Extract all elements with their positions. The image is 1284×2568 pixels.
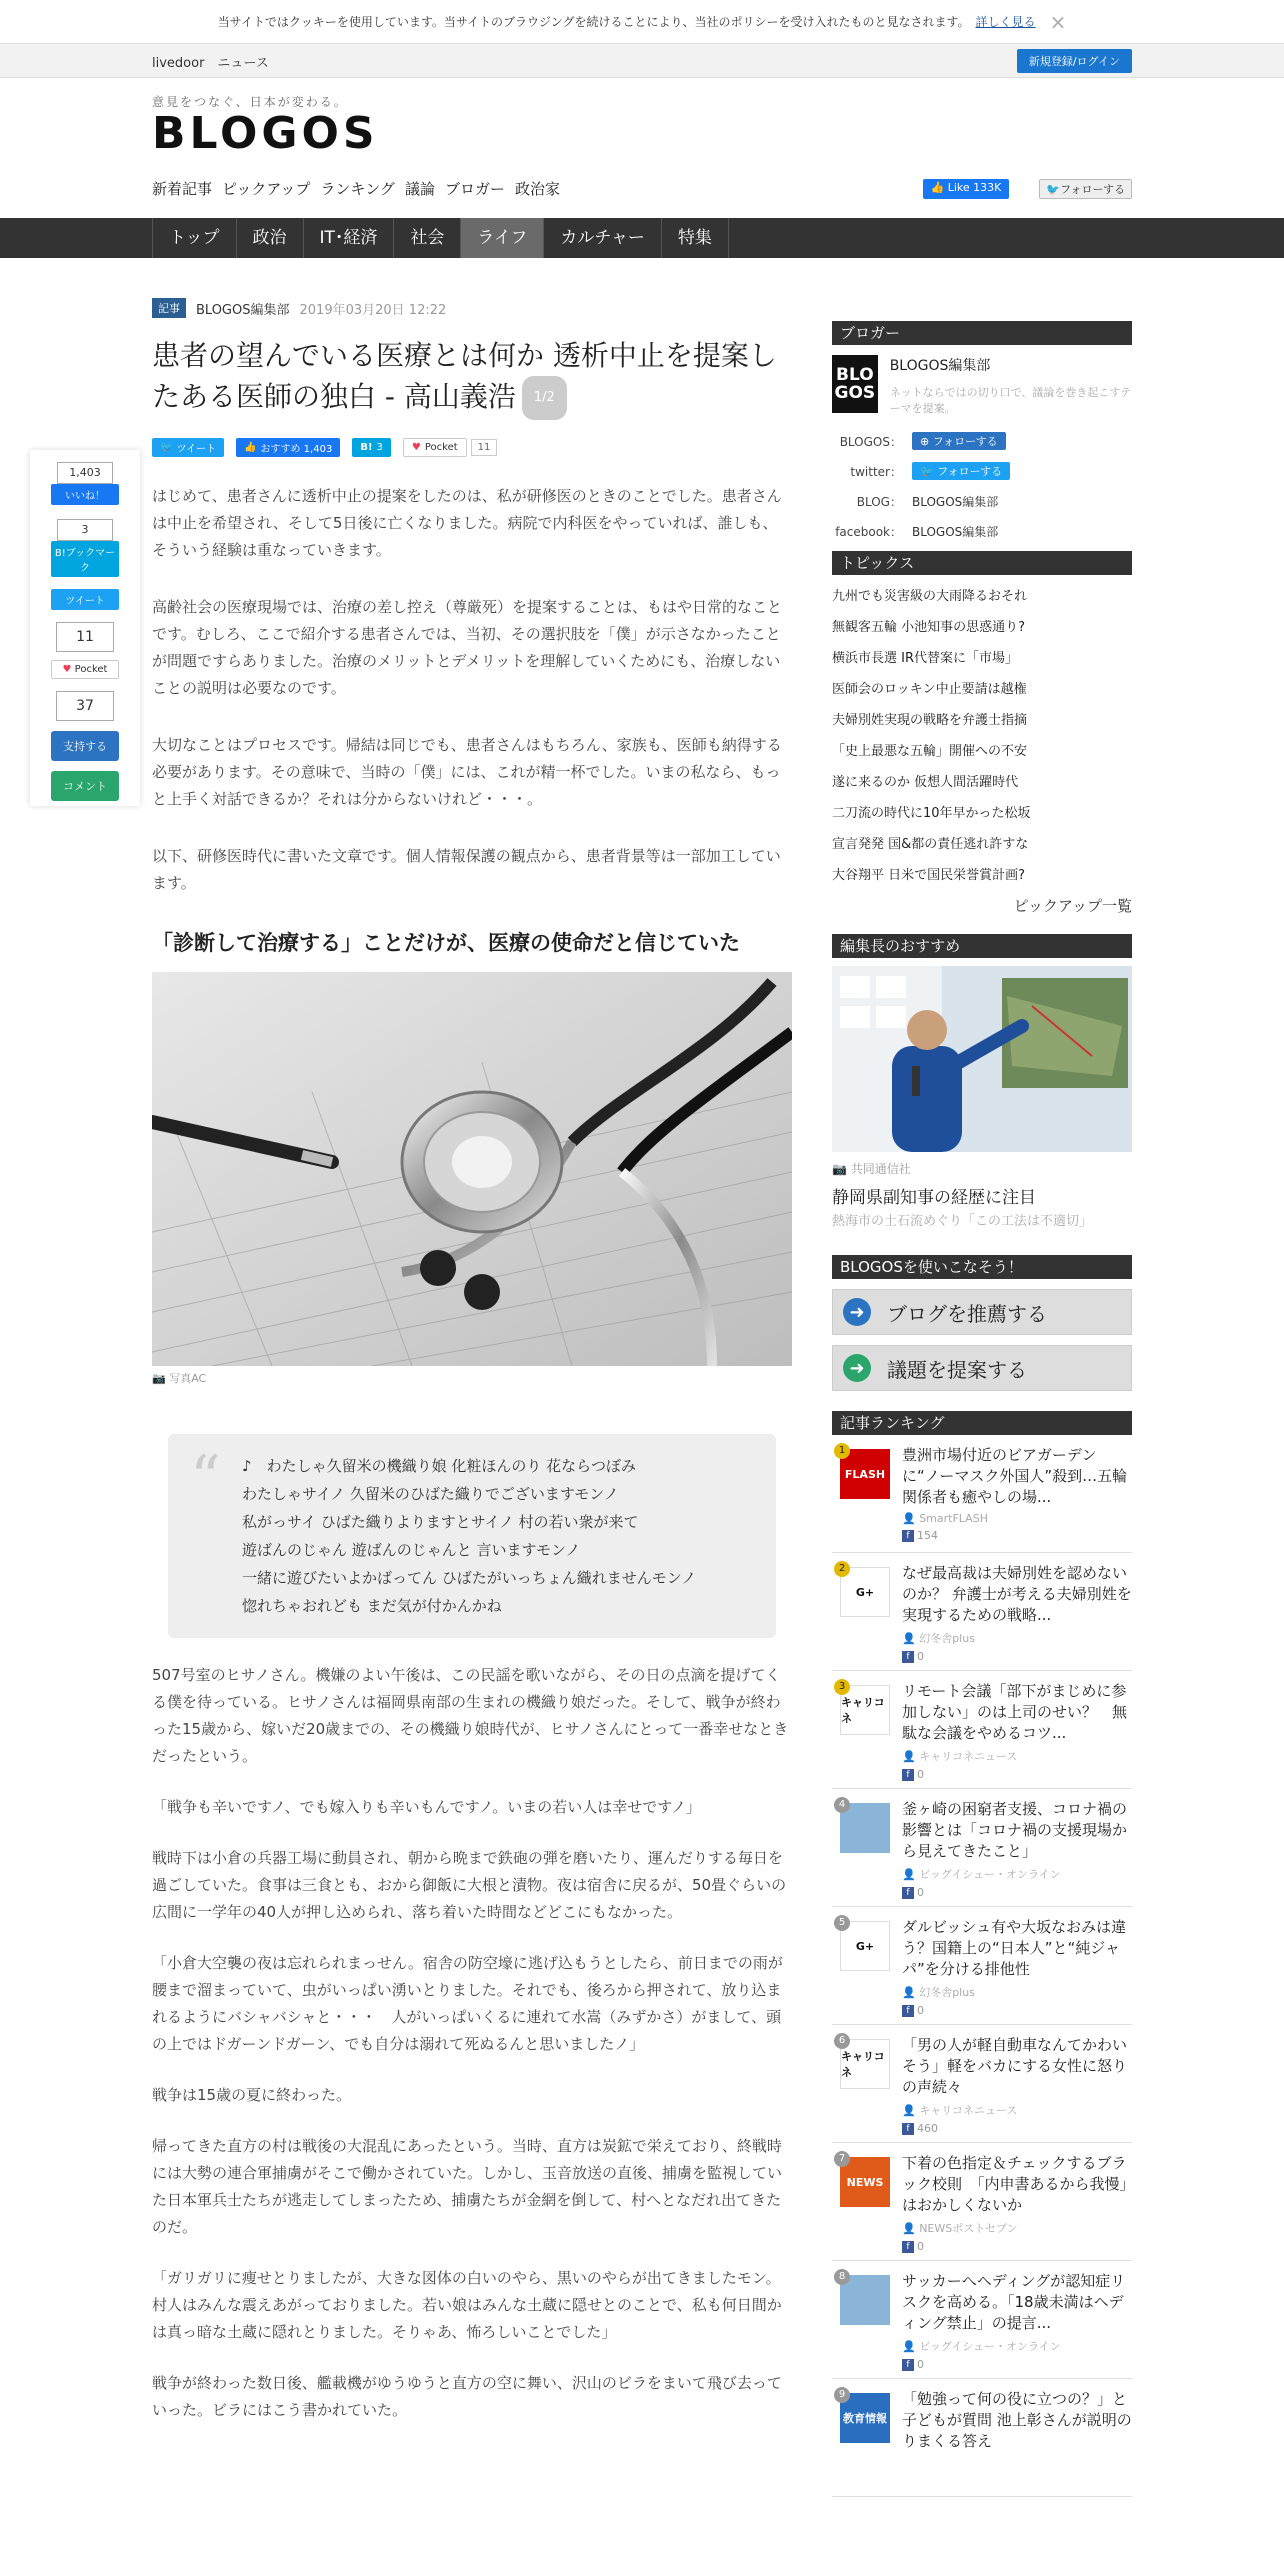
editor-pick-title[interactable]: 静岡県副知事の経歴に注目 [832,1188,1036,1208]
user-icon: 👤 [902,1512,916,1525]
nav-culture[interactable]: カルチャー [543,218,661,258]
row-key: twitter： [850,464,902,479]
blogger-name[interactable]: BLOGOS編集部 [889,358,991,374]
quote-line: 惚れちゃおれども まだ気が付かんかね [242,1597,502,1615]
cookie-notice [0,0,1284,44]
arrow-right-icon: ➜ [843,1354,871,1382]
ranking-source [902,2220,1132,2236]
comment-button[interactable]: コメント [51,771,119,801]
blogger-row-blogos [832,431,1132,451]
ranking-item[interactable] [832,1789,1132,1907]
user-icon: 👤 [902,1868,916,1881]
close-icon[interactable]: × [1049,9,1067,34]
section-heading: 「診断して治療する」ことだけが、医療の使命だと信じていた [152,931,740,955]
topics-heading: トピックス [832,551,1132,575]
share-bar [152,438,792,457]
ranking-count [902,1886,1132,1899]
ranking-source-text: ビッグイシュー・オンライン [919,2340,1061,2353]
pocket-count: 11 [56,622,114,652]
pocket-button[interactable]: ♥ Pocket [403,438,467,457]
ranking-source-text: NEWSポストセブン [919,2222,1018,2235]
ranking-item[interactable] [832,1671,1132,1789]
quote-line: ♪ わたしゃ久留米の機織り娘 化粧ほんのり 花ならつぼみ [242,1457,636,1475]
ranking-source-text: キャリコネニュース [919,2104,1018,2117]
quote-line: わたしゃサイノ 久留米のひばた織りでございますモンノ [242,1485,619,1503]
ranking-title[interactable]: 釜ヶ崎の困窮者支援、コロナ禍の影響とは「コロナ禍の支援現場から見えてきたこと」 [902,1800,1128,1860]
ranking-thumbnail: キャリコネ [840,1685,890,1735]
ranking-count-text: 0 [917,1768,924,1781]
ranking-count [902,1768,1132,1781]
livedoor-news-link[interactable]: livedoor ニュース [152,55,269,71]
row-key: BLOG： [856,494,902,509]
ranking-title[interactable]: 下着の色指定＆チェックするブラック校則 「内申書あるから我慢」はおかしくないか [902,2154,1128,2214]
ranking-count-text: 154 [917,1529,938,1542]
propose-topic-button[interactable] [832,1345,1132,1391]
editor-pick-heading: 編集長のおすすめ [832,934,1132,958]
tw-follow-label: フォローする [1060,183,1125,196]
recommend-blog-button[interactable] [832,1289,1132,1335]
quote-line: 遊ばんのじゃん 遊ばんのじゃんと 言いますモンノ [242,1541,581,1559]
nav-politics[interactable]: 政治 [236,218,303,258]
nav-life[interactable]: ライフ [460,218,543,258]
quote-icon: “ [190,1443,221,1513]
facebook-icon: f [902,2123,914,2135]
fb-count: 1,403 [57,462,113,484]
paragraph: 507号室のヒサノさん。機嫌のよい午後は、この民謡を歌いながら、その日の点滴を提げてくる僕を待っている。ヒサノさんは福岡県南部の生まれの機織り娘だった。そして、戦争が終わった15歳から、嫁いだ20歳までの、その機織り娘時代が、ヒサノさんにとって一番幸せなときだったという。 [152,1666,789,1765]
ranking-count [902,2122,1132,2135]
subnav-politician[interactable]: 政治家 [514,180,560,198]
ranking-item[interactable] [832,2143,1132,2261]
paragraph: 帰ってきた直方の村は戦後の大混乱にあったという。当時、直方は炭鉱で栄えており、終戦時には大勢の連合軍捕虜がそこで働かされていた。しかし、玉音放送の直後、捕虜を監視していた日本軍兵士たちが逃走してしまったため、捕虜たちが金網を倒して、村へとなだれ出てきたのだ。 [152,2137,783,2236]
photo-credit [152,1370,792,1386]
nav-top[interactable]: トップ [152,218,236,258]
pocket-label: Pocket [424,442,458,453]
blogger-heading: ブロガー [832,321,1132,345]
ranking-list [832,1435,1132,2497]
sub-nav [152,178,560,199]
ranking-item[interactable] [832,2261,1132,2379]
rank-number: 7 [834,2151,850,2167]
cookie-text: 当サイトではクッキーを使用しています。当サイトのブラウジングを続けることにより、当社のポリシーを受け入れたものと見なされます。 [217,15,970,29]
article-title [152,336,792,420]
facebook-icon: f [902,1769,914,1781]
paragraph: 「ガリガリに痩せとりましたが、大きな図体の白いのやら、黒いのやらが出てきましたモン。村人はみんな震えあがっておりました。若い娘はみんな土蔵に隠せとのことで、私も何日間かは真っ暗な土蔵に隠れとりました。そりゃあ、怖ろしいことでした」 [152,2269,782,2341]
article-meta [152,298,792,318]
ranking-count [902,1650,1132,1663]
user-icon: 👤 [902,1750,916,1763]
ranking-source [902,1512,1132,1525]
facebook-icon: f [902,1651,914,1663]
subnav-blogger[interactable]: ブロガー [444,180,505,198]
subnav-ranking[interactable]: ランキング [320,180,395,198]
rank-number: 4 [834,1797,850,1813]
ranking-thumbnail: 教育情報 [840,2393,890,2443]
paragraph: はじめて、患者さんに透析中止の提案をしたのは、私が研修医のときのことでした。患者さんは中止を希望され、そして5日後に亡くなりました。病院で内科医をやっていれば、誰しも、そういう経験は重なっていきます。 [152,487,782,559]
paragraph: 戦時下は小倉の兵器工場に動員され、朝から晩まで鉄砲の弾を磨いたり、運んだりする毎日を過ごしていた。食事は三食とも、おから御飯に大根と漬物。夜は宿舎に戻るが、50畳ぐらいの広間に一学年の40人が押し込められ、落ち着いた時間などどこにもなかった。 [152,1849,787,1921]
ranking-item[interactable] [832,1907,1132,2025]
ranking-thumbnail: キャリコネ [840,2039,890,2089]
paragraph: 「小倉大空襲の夜は忘れられまっせん。宿舎の防空壕に逃げ込もうとしたら、前日までの雨が腰まで溜まっていて、虫がいっぱい湧いとりました。それでも、後ろから押されて、放り込まれるようにバシャバシャと・・・ 人がいっぱいくるに連れて水嵩（みずかさ）がまして、頭の上ではドガーンドガーン、でも自分は溺れて死ぬるんと思いましたノ」 [152,1954,783,2053]
topic-item[interactable]: 九州でも災害級の大雨降るおそれ [832,589,1028,604]
topic-item[interactable]: 「史上最悪な五輪」開催への不安 [832,744,1028,759]
camera-icon: 📷 [152,1372,166,1385]
pocket-count: 11 [471,439,498,456]
facebook-link[interactable]: BLOGOS編集部 [912,524,999,539]
support-count: 37 [56,691,114,721]
editor-pick-image[interactable] [832,966,1132,1152]
article-badge: 記事 [152,298,186,318]
facebook-like-button[interactable]: 👍 Like 133K [923,179,1010,199]
rank-number: 1 [834,1443,850,1459]
fb-recommend-button[interactable]: 👍 おすすめ 1,403 [236,438,340,457]
floating-share-bar [30,450,140,806]
ranking-item[interactable] [832,2025,1132,2143]
fb-recommend-label: おすすめ 1,403 [260,444,333,455]
row-key: BLOGOS： [839,434,902,449]
paragraph: 高齢社会の医療現場では、治療の差し控え（尊厳死）を提案することは、もはや日常的なことです。むしろ、ここで紹介する患者さんでは、当初、その選択肢を「僕」が示さなかったことが問題ですらありました。治療のメリットとデメリットを理解していくためにも、治療しないことの説明は必要なのです。 [152,598,783,697]
rank-number: 5 [834,1915,850,1931]
facebook-icon: f [902,2359,914,2371]
stethoscope-image [152,972,792,1366]
article-date: 2019年03月20日 12:22 [299,302,447,318]
ranking-source-text: SmartFLASH [919,1512,988,1525]
row-key: facebook： [835,524,902,539]
pocket-button[interactable]: ♥ Pocket [51,660,119,679]
ranking-count-text: 0 [917,1886,924,1899]
ranking-title[interactable]: 豊洲市場付近のビアガーデンに“ノーマスク外国人”殺到…五輪関係者も癒やしの場... [902,1446,1128,1506]
arrow-right-icon: ➜ [843,1298,871,1326]
social-top [923,179,1132,199]
ranking-item[interactable] [832,1553,1132,1671]
ranking-item[interactable] [832,1435,1132,1553]
topic-item[interactable]: 医師会のロッキン中止要請は越権 [832,682,1027,697]
cta-label: 議題を提案する [887,1357,1027,1382]
ranking-count [902,2004,1132,2017]
paragraph: 戦争は15歳の夏に終わった。 [152,2086,351,2104]
paragraph: 大切なことはプロセスです。帰結は同じでも、患者さんはもちろん、家族も、医師も納得する必要があります。その意味で、当時の「僕」には、これが精一杯でした。いまの私なら、もっと上手く対話できるか？それは分からないけれど・・・。 [152,736,782,808]
main-nav [0,218,1284,258]
tweet-button[interactable]: ツイート [51,589,119,610]
topic-item[interactable]: 横浜市長選 IR代替案に「市場」 [832,651,1018,666]
register-login-button[interactable]: 新規登録/ログイン [1017,49,1132,73]
rank-number: 6 [834,2033,850,2049]
facebook-icon: f [902,2241,914,2253]
facebook-icon: f [902,2005,914,2017]
tweet-button[interactable]: 🐦 ツイート [152,438,224,457]
ranking-source [902,1984,1132,2000]
rank-number: 3 [834,1679,850,1695]
subnav-pickup[interactable]: ピックアップ [222,180,311,198]
topic-item[interactable]: 夫婦別姓実現の戦略を弁護士指摘 [832,713,1028,728]
ranking-count [902,2240,1132,2253]
avatar-text: BLOGOS [834,365,876,403]
rank-number: 8 [834,2269,850,2285]
subnav-debate[interactable]: 議論 [404,180,435,198]
twitter-follow-button[interactable]: 🐦フォローする [1039,179,1132,199]
user-icon: 👤 [902,1632,916,1645]
hatena-count: 3 [57,519,113,541]
ranking-count-text: 0 [917,2358,924,2371]
editor-pick-source [832,1160,1132,1177]
ranking-thumbnail: G+ [840,1921,890,1971]
topic-item[interactable]: 大谷翔平 日米で国民栄誉賞計画? [832,868,1026,883]
ranking-count-text: 0 [917,2004,924,2017]
ranking-source-text: ビッグイシュー・オンライン [919,1868,1061,1881]
cookie-more-link[interactable]: 詳しく見る [975,15,1036,29]
ranking-thumbnail: FLASH [840,1449,890,1499]
subnav-new[interactable]: 新着記事 [152,180,213,198]
cta-heading: BLOGOSを使いこなそう！ [832,1255,1132,1279]
editor-pick-subtitle: 熱海市の土石流めぐり「この工法は不適切」 [832,1214,1093,1229]
article-author[interactable]: BLOGOS編集部 [196,302,290,318]
blogger-row-blog [832,491,1132,511]
ranking-heading: 記事ランキング [832,1411,1132,1435]
ranking-count-text: 0 [917,1650,924,1663]
ranking-thumbnail: G+ [840,1567,890,1617]
ranking-title[interactable]: 「男の人が軽自動車なんてかわいそう」軽をバカにする女性に怒りの声続々 [902,2036,1128,2096]
blogger-row-twitter [832,461,1132,481]
quote-line: 私がっサイ ひばた織りよりますとサイノ 村の若い衆が来て [242,1513,639,1531]
ranking-count-text: 0 [917,2240,924,2253]
ranking-title[interactable]: リモート会議「部下がまじめに参加しない」のは上司のせい？ 無駄な会議をやめるコツ... [902,1682,1128,1742]
blogger-avatar[interactable] [832,355,878,413]
blogger-card [832,355,1132,417]
hatena-count-label: 3 [376,442,383,453]
camera-icon: 📷 [832,1162,847,1176]
ranking-title[interactable]: 「勉強って何の役に立つの？」と子どもが質問 池上彰さんが説明のりまくる答え [902,2390,1132,2450]
topics-list [832,581,1132,891]
press-conference-photo [832,966,1132,1152]
ranking-title[interactable]: ダルビッシュ有や大坂なおみは違う？国籍上の“日本人”と“純ジャパ”を分ける排他性 [902,1918,1127,1978]
paragraph: 「戦争も辛いですノ、でも嫁入りも辛いもんですノ。いまの若い人は幸せですノ」 [152,1798,702,1816]
blockquote [168,1434,776,1638]
user-icon: 👤 [902,1986,916,1999]
ranking-item[interactable] [832,2379,1132,2497]
hatena-button[interactable]: B! 3 [352,438,391,457]
ranking-source [902,1866,1132,1882]
sidebar [832,321,1132,2497]
nav-it-economy[interactable]: IT･経済 [303,218,394,258]
cta-label: ブログを推薦する [887,1301,1047,1326]
rank-number: 2 [834,1561,850,1577]
top-bar [0,44,1284,78]
facebook-icon: f [902,1530,914,1542]
blogger-links [832,431,1132,541]
follow-label: フォローする [937,465,1003,478]
blogos-follow-button[interactable]: ⊕ フォローする [912,432,1006,450]
ranking-source [902,1748,1132,1764]
user-icon: 👤 [902,2104,916,2117]
follow-label: フォローする [932,435,998,448]
topic-item[interactable]: 宣言発発 国&都の責任逃れ許すな [832,837,1029,852]
rank-number: 9 [834,2387,850,2403]
topic-item[interactable]: 無観客五輪 小池知事の思惑通り? [832,620,1026,635]
quote-line: 一緒に遊びたいよかばってん ひばたがいっちょん織れませんモンノ [242,1569,697,1587]
support-button[interactable]: 支持する [51,731,119,761]
ranking-count [902,2358,1132,2371]
fb-like-label: Like 133K [947,181,1002,194]
ranking-source-text: 幻冬舎plus [919,1632,975,1645]
article [152,298,792,2424]
article-title-text: 患者の望んでいる医療とは何か 透析中止を提案したある医師の独白 - 高山義浩 [152,339,777,413]
ranking-title[interactable]: なぜ最高裁は夫婦別姓を認めないのか？ 弁護士が考える夫婦別姓を実現するための戦略... [902,1564,1132,1624]
twitter-follow-button[interactable]: 🐦 フォローする [912,462,1010,480]
page-indicator: 1/2 [522,376,567,420]
article-photo [152,972,792,1366]
nav-special[interactable]: 特集 [661,218,729,258]
user-icon: 👤 [902,2222,916,2235]
tweet-label: ツイート [176,444,216,455]
ranking-source-text: 幻冬舎plus [919,1986,975,1999]
ranking-source [902,2338,1132,2354]
blog-link[interactable]: BLOGOS編集部 [912,494,999,509]
paragraph: 戦争が終わった数日後、艦載機がゆうゆうと直方の空に舞い、沢山のビラをまいて飛び去っていった。ビラにはこう書かれていた。 [152,2374,782,2419]
photo-credit-text: 写真AC [169,1372,207,1385]
topic-item[interactable]: 二刀流の時代に10年早かった松坂 [832,806,1031,821]
hatena-bookmark-button[interactable]: B!ブックマーク [51,541,119,577]
pickup-list-link[interactable]: ピックアップ一覧 [1013,897,1132,915]
ranking-thumbnail: NEWS [840,2157,890,2207]
blogger-row-facebook [832,521,1132,541]
pocket-label: Pocket [74,664,108,675]
ranking-count-text: 460 [917,2122,938,2135]
blogger-description: ネットならではの切り口で、議論を巻き起こすテーマを提案。 [889,386,1132,415]
ranking-count [902,1529,1132,1542]
topic-item[interactable]: 遂に来るのか 仮想人間活躍時代 [832,775,1019,790]
nav-society[interactable]: 社会 [393,218,460,258]
paragraph: 以下、研修医時代に書いた文章です。個人情報保護の観点から、患者背景等は一部加工しています。 [152,847,781,892]
masthead [0,78,1284,218]
article-body [152,483,792,2424]
ranking-source [902,1630,1132,1646]
tagline: 意見をつなぐ、日本が変わる。 [152,95,348,109]
editor-src-text: 共同通信社 [850,1162,911,1176]
ranking-title[interactable]: サッカーへヘディングが認知症リスクを高める。「18歳未満はヘディング禁止」の提言... [902,2272,1126,2332]
ranking-source [902,2102,1132,2118]
blogos-logo[interactable]: BLOGOS [152,108,379,159]
ranking-source-text: キャリコネニュース [919,1750,1018,1763]
user-icon: 👤 [902,2340,916,2353]
fb-like-button[interactable]: いいね！ [51,484,119,505]
facebook-icon: f [902,1887,914,1899]
